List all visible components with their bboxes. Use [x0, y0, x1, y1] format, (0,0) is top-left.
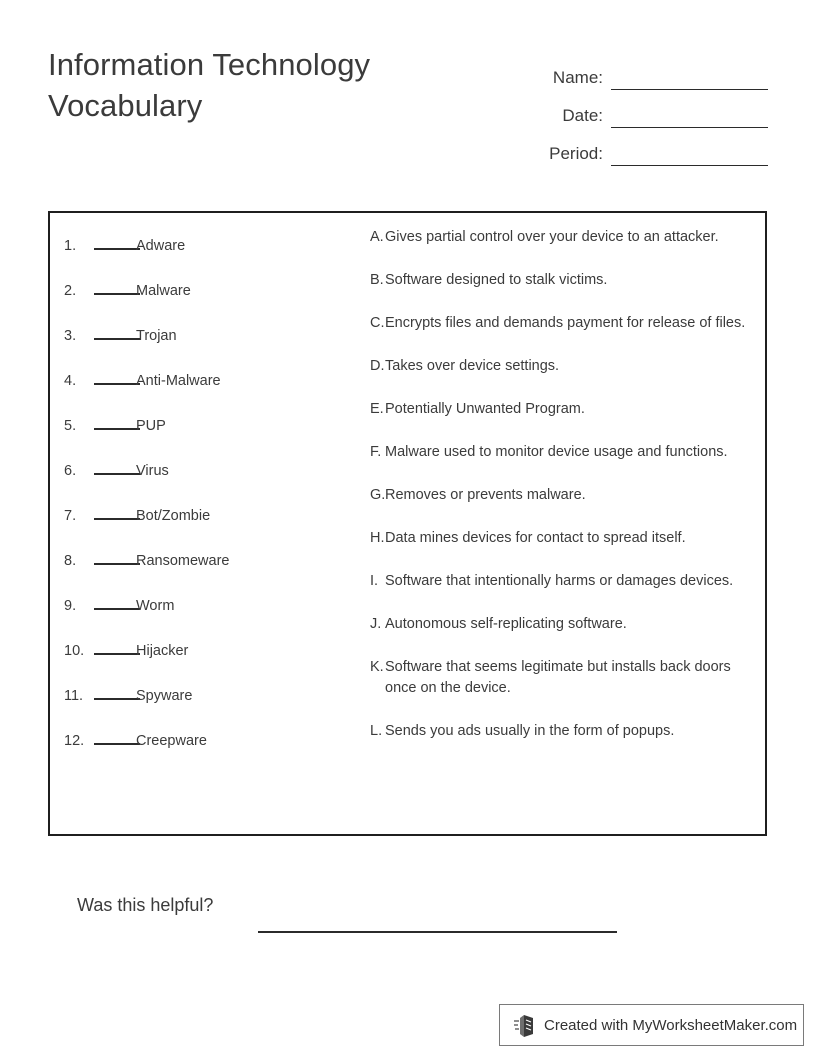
helpful-answer-blank[interactable] — [258, 931, 617, 933]
definition-letter: L. — [370, 723, 383, 739]
term-answer-blank[interactable] — [94, 460, 140, 475]
page-title-line-2: Vocabulary — [48, 88, 203, 123]
definition-row — [370, 528, 762, 549]
student-info-fields — [468, 52, 768, 166]
term-number: 6. — [64, 463, 77, 479]
definition-text: Gives partial control over your device to an attacker. — [385, 229, 719, 245]
date-field-input[interactable] — [611, 107, 768, 128]
matching-columns — [50, 213, 765, 834]
term-number: 9. — [64, 598, 77, 614]
term-row — [64, 460, 364, 505]
term-number: 12. — [64, 733, 85, 749]
name-field-label: Name: — [552, 68, 603, 87]
worksheet-maker-logo-icon — [514, 1013, 536, 1037]
term-number: 8. — [64, 553, 77, 569]
terms-column — [64, 235, 364, 775]
definition-letter: I. — [370, 573, 379, 589]
term-label: Ransomeware — [136, 553, 230, 569]
term-answer-blank[interactable] — [94, 550, 140, 565]
term-row — [64, 280, 364, 325]
period-field-input[interactable] — [611, 145, 768, 166]
definition-text: Software designed to stalk victims. — [385, 272, 608, 288]
term-label: Malware — [136, 283, 191, 299]
term-row — [64, 505, 364, 550]
term-label: Virus — [136, 463, 169, 479]
definition-row — [370, 356, 762, 377]
matching-exercise-box — [48, 211, 767, 836]
definition-text: Malware used to monitor device usage and functions. — [385, 444, 728, 460]
definition-text: Software that intentionally harms or damages devices. — [385, 573, 734, 589]
helpful-question-section — [77, 893, 767, 943]
term-number: 5. — [64, 418, 77, 434]
term-answer-blank[interactable] — [94, 235, 140, 250]
definition-row — [370, 442, 762, 463]
term-answer-blank[interactable] — [94, 685, 140, 700]
definition-letter: D. — [370, 358, 385, 374]
term-number: 11. — [64, 688, 84, 704]
definition-text: Potentially Unwanted Program. — [385, 401, 585, 417]
worksheet-maker-badge-text: Created with MyWorksheetMaker.com — [544, 1016, 798, 1034]
term-label: Creepware — [136, 733, 207, 749]
term-row — [64, 325, 364, 370]
definition-text: Removes or prevents malware. — [385, 487, 586, 503]
term-label: Spyware — [136, 688, 193, 704]
page-title — [48, 44, 468, 126]
definition-row — [370, 657, 762, 699]
term-row — [64, 550, 364, 595]
term-row — [64, 235, 364, 280]
term-number: 1. — [64, 238, 77, 254]
term-label: Bot/Zombie — [136, 508, 211, 524]
term-label: Hijacker — [136, 643, 189, 659]
worksheet-maker-badge[interactable] — [499, 1004, 804, 1046]
term-row — [64, 730, 364, 775]
term-label: Trojan — [136, 328, 177, 344]
definition-letter: J. — [370, 616, 382, 632]
term-row — [64, 685, 364, 730]
term-answer-blank[interactable] — [94, 415, 140, 430]
term-number: 3. — [64, 328, 77, 344]
definition-letter: F. — [370, 444, 382, 460]
definition-letter: A. — [370, 229, 384, 245]
definition-row — [370, 270, 762, 291]
definition-text: Software that seems legitimate but installs back doors once on the device. — [385, 659, 731, 696]
definition-letter: K. — [370, 659, 384, 675]
definitions-column — [370, 227, 762, 764]
definition-text: Autonomous self-replicating software. — [385, 616, 627, 632]
period-field-label: Period: — [549, 144, 603, 163]
definition-text: Takes over device settings. — [385, 358, 560, 374]
term-answer-blank[interactable] — [94, 325, 140, 340]
term-answer-blank[interactable] — [94, 640, 140, 655]
date-field-row — [468, 90, 768, 128]
term-answer-blank[interactable] — [94, 280, 140, 295]
term-answer-blank[interactable] — [94, 730, 140, 745]
name-field-input[interactable] — [611, 69, 768, 90]
definition-letter: G. — [370, 487, 386, 503]
definition-row — [370, 313, 762, 334]
page-title-line-1: Information Technology — [48, 47, 371, 82]
term-answer-blank[interactable] — [94, 505, 140, 520]
worksheet-header — [48, 44, 768, 169]
definition-letter: C. — [370, 315, 385, 331]
definition-letter: H. — [370, 530, 385, 546]
definition-text: Encrypts files and demands payment for release of files. — [385, 315, 746, 331]
definition-row — [370, 571, 762, 592]
term-row — [64, 595, 364, 640]
definition-text: Sends you ads usually in the form of popups. — [385, 723, 675, 739]
definition-row — [370, 614, 762, 635]
term-row — [64, 370, 364, 415]
term-number: 4. — [64, 373, 77, 389]
term-label: Anti-Malware — [136, 373, 221, 389]
term-row — [64, 415, 364, 460]
date-field-label: Date: — [562, 106, 603, 125]
term-number: 10. — [64, 643, 85, 659]
term-number: 7. — [64, 508, 77, 524]
definition-letter: E. — [370, 401, 384, 417]
term-number: 2. — [64, 283, 77, 299]
period-field-row — [468, 128, 768, 166]
helpful-question-label: Was this helpful? — [77, 895, 214, 915]
definition-text: Data mines devices for contact to spread itself. — [385, 530, 686, 546]
term-label: PUP — [136, 418, 166, 434]
term-label: Worm — [136, 598, 175, 614]
definition-row — [370, 399, 762, 420]
definition-row — [370, 485, 762, 506]
term-row — [64, 640, 364, 685]
term-answer-blank[interactable] — [94, 595, 140, 610]
definition-row — [370, 721, 762, 742]
term-answer-blank[interactable] — [94, 370, 140, 385]
name-field-row — [468, 52, 768, 90]
term-label: Adware — [136, 238, 186, 254]
definition-letter: B. — [370, 272, 384, 288]
definition-row — [370, 227, 762, 248]
